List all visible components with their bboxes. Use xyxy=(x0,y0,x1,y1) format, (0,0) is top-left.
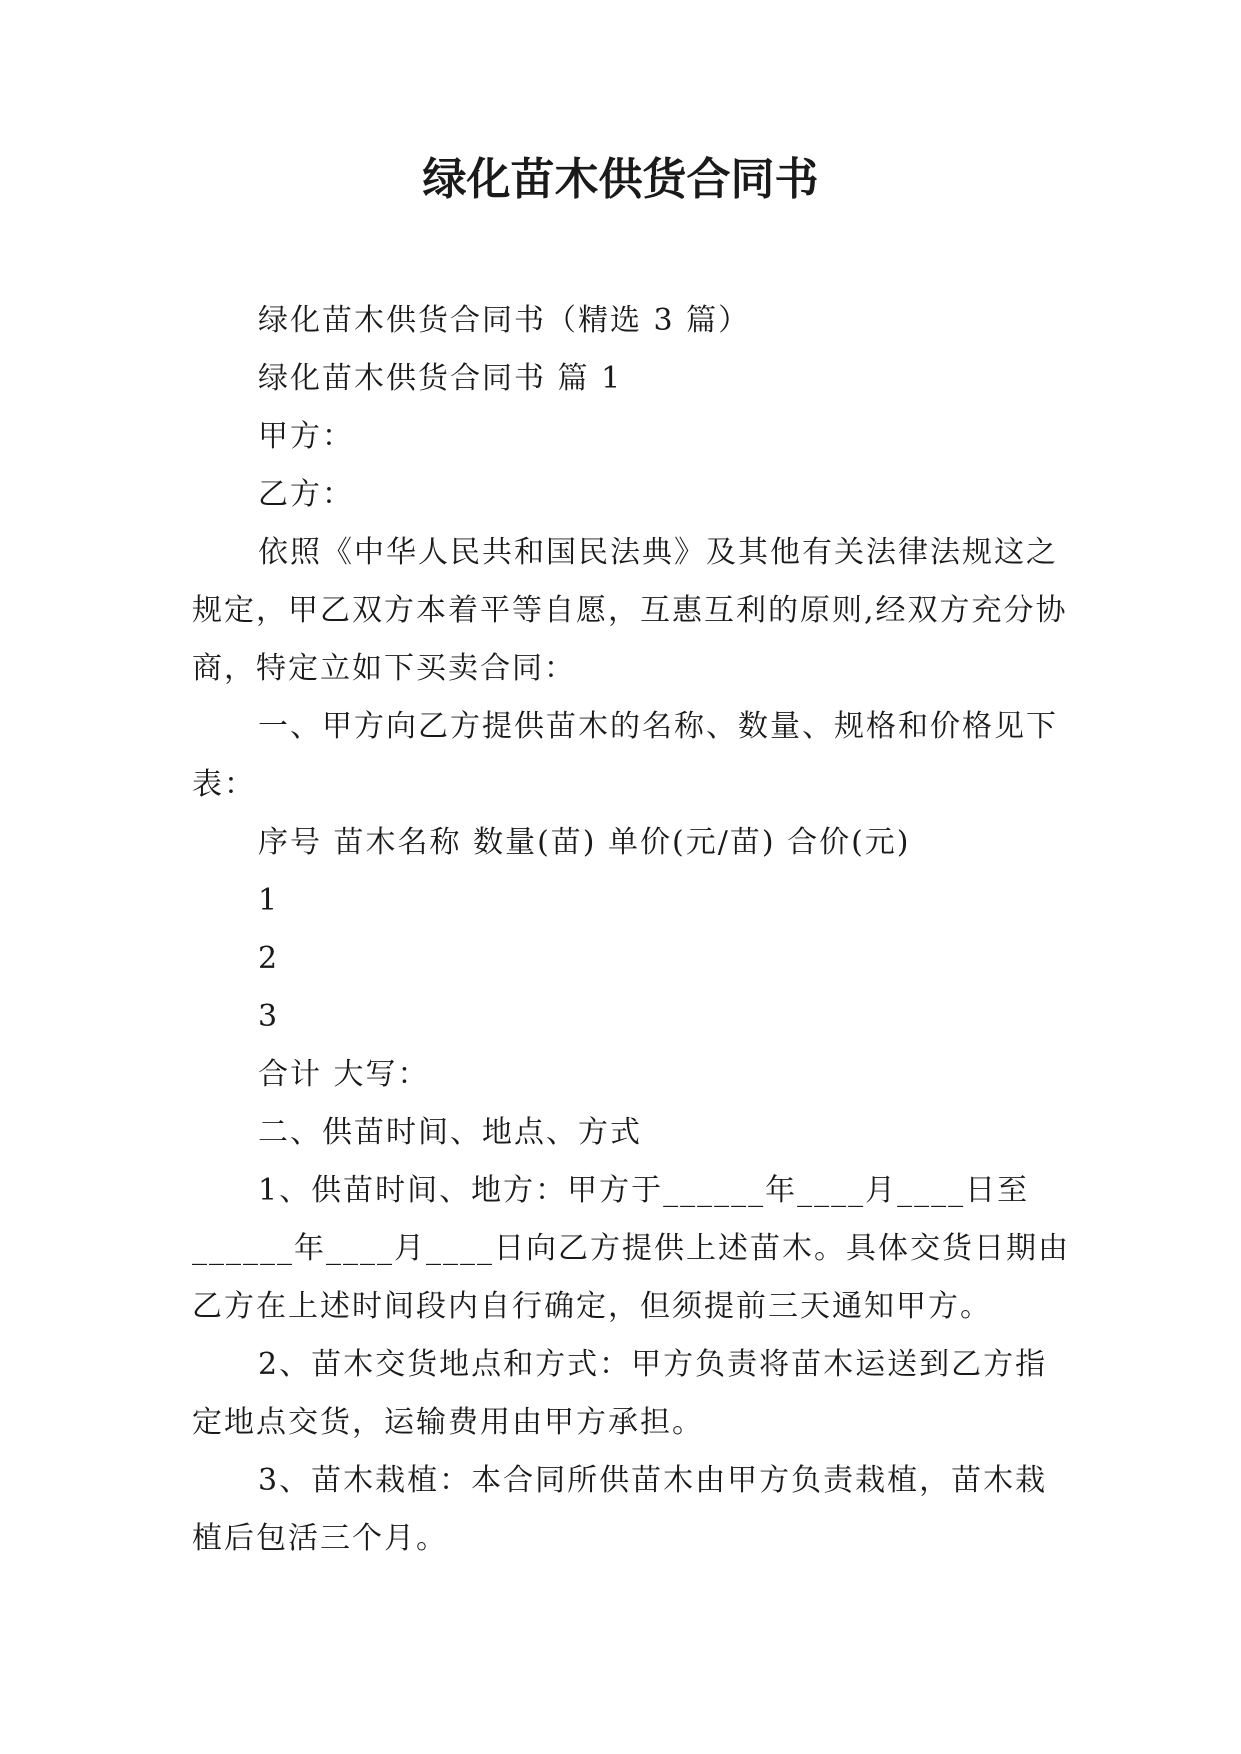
table-row-2: 2 xyxy=(258,941,280,976)
total-line: 合计 大写： xyxy=(258,1057,430,1092)
party-a-line: 甲方： xyxy=(258,419,354,454)
table-row-1: 1 xyxy=(258,883,280,918)
preamble-paragraph: 依照《中华人民共和国民法典》及其他有关法律法规这之规定，甲乙双方本着平等自愿，互惠互利的原则,经双方充分协商，特定立如下买卖合同： xyxy=(192,535,1068,686)
clause-2-1-paragraph: 1、供苗时间、地方：甲方于______年____月____日至______年____月____日向乙方提供上述苗木。具体交货日期由乙方在上述时间段内自行确定，但须提前三天通知甲方。 xyxy=(192,1173,1070,1324)
document-body xyxy=(192,292,1072,1568)
clause-2-3-paragraph: 3、苗木栽植：本合同所供苗木由甲方负责栽植，苗木栽植后包活三个月。 xyxy=(192,1463,1048,1556)
table-header-line: 序号 苗木名称 数量(苗) 单价(元/苗) 合价(元) xyxy=(258,825,911,860)
document-title: 绿化苗木供货合同书 xyxy=(422,154,819,205)
subtitle-paragraph: 绿化苗木供货合同书（精选 3 篇） xyxy=(258,303,751,338)
clause-1-paragraph: 一、甲方向乙方提供苗木的名称、数量、规格和价格见下表： xyxy=(192,709,1058,802)
party-b-line: 乙方： xyxy=(258,477,354,512)
clause-2-heading: 二、供苗时间、地点、方式 xyxy=(258,1115,642,1150)
section-heading: 绿化苗木供货合同书 篇 1 xyxy=(258,361,623,396)
table-row-3: 3 xyxy=(258,999,280,1034)
clause-2-2-paragraph: 2、苗木交货地点和方式：甲方负责将苗木运送到乙方指定地点交货，运输费用由甲方承担。 xyxy=(192,1347,1048,1440)
